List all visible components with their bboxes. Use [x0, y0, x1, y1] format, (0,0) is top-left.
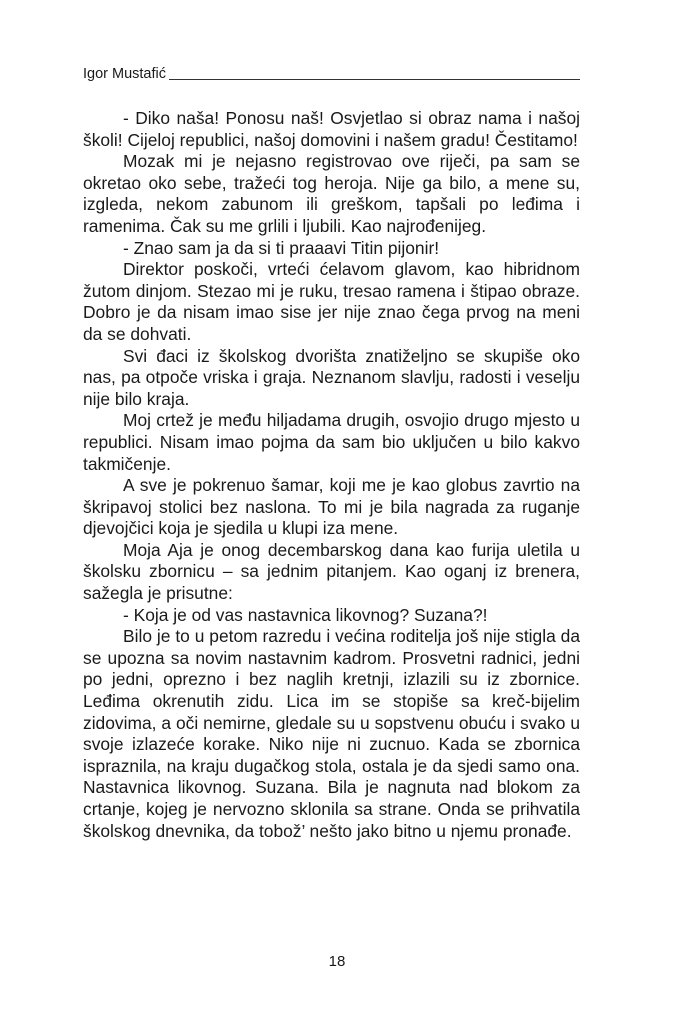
header-rule [169, 79, 580, 80]
body-text [83, 108, 580, 842]
paragraph: Bilo je to u petom razredu i većina roditelja još nije stigla da se upozna sa novim nastavnim kadrom. Prosvetni radnici, jedni po jedni, oprezno i bez naglih kretnji, izlazili su iz zbornice. Leđima okrenutih zidu. Lica im se stopiše sa kreč-bijelim zidovima, a oči nemirne, gledale su u sopstvenu obuću i svako u svoje izlazeće korake. Niko nije ni zucnuo. Kada se zbornica ispraznila, na kraju dugačkog stola, ostala je da sjedi samo ona. Nastavnica likovnog. Suzana. Bila je nagnuta nad blokom za crtanje, kojeg je nervozno sklonila sa strane. Onda se prihvatila školskog dnevnika, da tobož’ nešto jako bitno u njemu pronađe. [83, 626, 580, 841]
paragraph: Moj crtež je među hiljadama drugih, osvojio drugo mjesto u republici. Nisam imao pojma da sam bio uključen u bilo kakvo takmičenje. [83, 410, 580, 474]
header-author: Igor Mustafić [83, 66, 166, 82]
paragraph: - Znao sam ja da si ti praaavi Titin pijonir! [123, 237, 440, 258]
paragraph: A sve je pokrenuo šamar, koji me je kao globus zavrtio na škripavoj stolici bez naslona. To mi je bila nagrada za ruganje djevojčici koja je sjedila u klupi iza mene. [83, 475, 580, 539]
paragraph: Svi đaci iz školskog dvorišta znatiželjno se skupiše oko nas, pa otpoče vriska i graja. Neznanom slavlju, radosti i veselju nije bilo kraja. [83, 345, 580, 409]
running-header [83, 64, 580, 82]
paragraph: Direktor poskoči, vrteći ćelavom glavom, kao hibridnom žutom dinjom. Stezao mi je ruku, tresao ramena i štipao obraze. Dobro je da nisam imao sise jer nije znao čega prvog na meni da se dohvati. [83, 259, 580, 344]
page-number: 18 [328, 953, 346, 970]
paragraph: Mozak mi je nejasno registrovao ove riječi, pa sam se okretao oko sebe, tražeći tog heroja. Nije ga bilo, a mene su, izgleda, nekom zabunom ili greškom, tapšali po leđima i ramenima. Čak su me grlili i ljubili. Kao najrođenijeg. [83, 151, 580, 236]
paragraph: Moja Aja je onog decembarskog dana kao furija uletila u školsku zbornicu – sa jednim pitanjem. Kao oganj iz brenera, sažegla je prisutne: [83, 539, 580, 604]
paragraph: - Koja je od vas nastavnica likovnog? Suzana?! [123, 604, 488, 625]
paragraph: - Diko naša! Ponosu naš! Osvjetlao si obraz nama i našoj školi! Cijeloj republici, našoj domovini i našem gradu! Čestitamo! [83, 108, 580, 150]
